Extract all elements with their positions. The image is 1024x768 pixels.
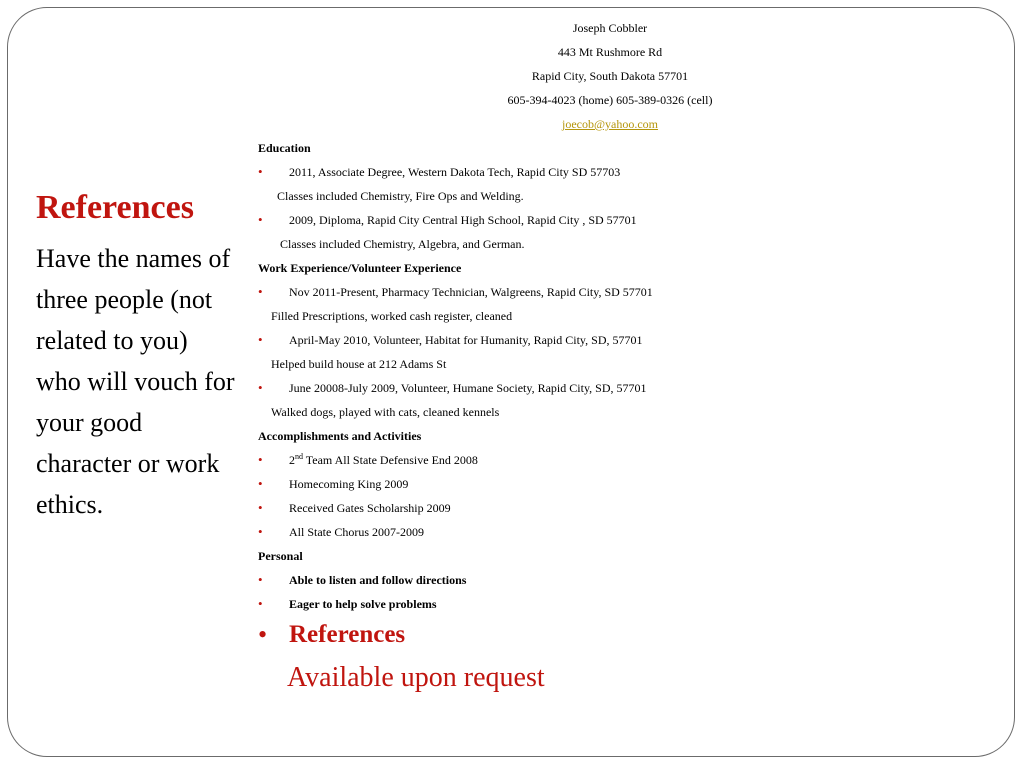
bullet-icon: •	[258, 380, 263, 395]
work-item-detail: Walked dogs, played with cats, cleaned kennels	[271, 405, 500, 419]
accomplishment-rest: Team All State Defensive End 2008	[303, 453, 478, 467]
education-item-detail: Classes included Chemistry, Algebra, and German.	[280, 237, 525, 251]
sidebar-body: Have the names of three people (not related to you) who will vouch for your good character or work ethics.	[36, 244, 235, 519]
personal-item: Able to listen and follow directions	[289, 573, 467, 587]
work-item: April-May 2010, Volunteer, Habitat for Humanity, Rapid City, SD, 57701	[289, 333, 643, 347]
accomplishment-item	[289, 452, 478, 468]
accomplishment-item: Homecoming King 2009	[289, 477, 409, 491]
ordinal-suffix: nd	[295, 452, 303, 461]
bullet-icon: •	[258, 284, 263, 299]
accomplishment-item: Received Gates Scholarship 2009	[289, 501, 451, 515]
bullet-icon: •	[258, 572, 263, 587]
work-item-detail: Helped build house at 212 Adams St	[271, 357, 447, 371]
work-item-detail: Filled Prescriptions, worked cash register, cleaned	[271, 309, 513, 323]
resume-phones: 605-394-4023 (home) 605-389-0326 (cell)	[507, 93, 713, 107]
resume-name: Joseph Cobbler	[572, 21, 648, 35]
accomplishment-item: All State Chorus 2007-2009	[289, 525, 424, 539]
bullet-icon: •	[258, 500, 263, 515]
sidebar-title: References	[36, 189, 194, 226]
references-sidebar	[36, 186, 236, 525]
ordinal-number: 2	[289, 453, 295, 467]
personal-item: Eager to help solve problems	[289, 597, 437, 611]
references-note: Available upon request	[287, 662, 545, 693]
education-item-detail: Classes included Chemistry, Fire Ops and Welding.	[277, 189, 524, 203]
section-education: Education	[258, 141, 311, 155]
section-work: Work Experience/Volunteer Experience	[258, 261, 462, 275]
work-item: June 20008-July 2009, Volunteer, Humane Society, Rapid City, SD, 57701	[289, 381, 647, 395]
bullet-icon: •	[258, 452, 263, 467]
references-heading: References	[289, 621, 406, 648]
education-item: 2011, Associate Degree, Western Dakota Tech, Rapid City SD 57703	[289, 165, 621, 179]
bullet-icon: •	[258, 212, 263, 227]
resume-street: 443 Mt Rushmore Rd	[557, 45, 663, 59]
section-accomplishments: Accomplishments and Activities	[258, 429, 422, 443]
resume-city: Rapid City, South Dakota 57701	[531, 69, 689, 83]
work-item: Nov 2011-Present, Pharmacy Technician, Walgreens, Rapid City, SD 57701	[289, 285, 653, 299]
bullet-icon: •	[258, 620, 268, 649]
bullet-icon: •	[258, 164, 263, 179]
email-link[interactable]: joecob@yahoo.com	[561, 117, 659, 131]
section-personal: Personal	[258, 549, 303, 563]
education-item: 2009, Diploma, Rapid City Central High School, Rapid City , SD 57701	[289, 213, 637, 227]
bullet-icon: •	[258, 332, 263, 347]
bullet-icon: •	[258, 476, 263, 491]
resume-email-line	[258, 116, 962, 132]
bullet-icon: •	[258, 596, 263, 611]
bullet-icon: •	[258, 524, 263, 539]
